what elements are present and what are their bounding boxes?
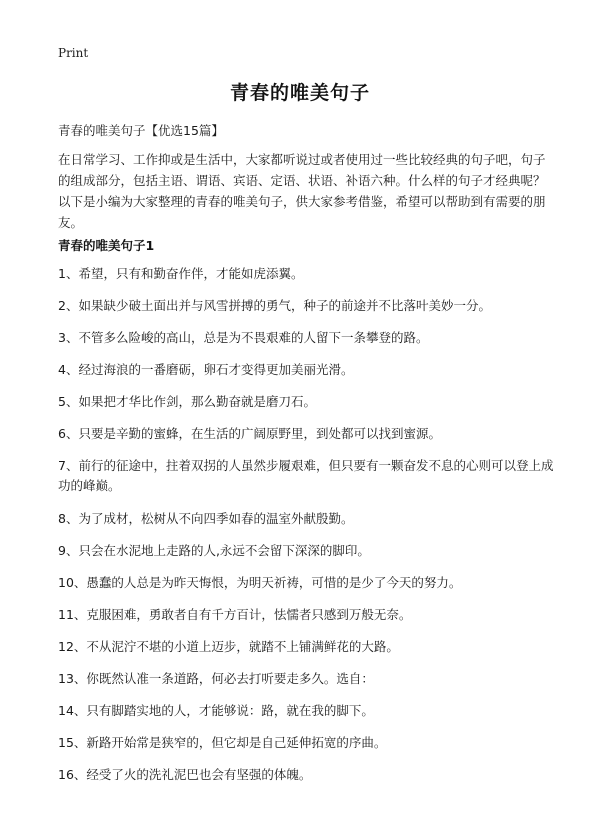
list-item: 16、经受了火的洗礼泥巴也会有坚强的体魄。 — [58, 767, 312, 782]
list-item: 2、如果缺少破土面出并与风雪拼搏的勇气，种子的前途并不比落叶美妙一分。 — [58, 298, 491, 313]
list-item: 12、不从泥泞不堪的小道上迈步，就踏不上铺满鲜花的大路。 — [58, 639, 399, 654]
list-item: 14、只有脚踏实地的人，才能够说：路，就在我的脚下。 — [58, 703, 374, 718]
list-item: 13、你既然认准一条道路，何必去打听要走多久。选自： — [58, 671, 374, 686]
list-item: 10、愚蠢的人总是为昨天悔恨，为明天祈祷，可惜的是少了今天的努力。 — [58, 575, 462, 590]
sentence-list — [58, 264, 558, 797]
list-item: 5、如果把才华比作剑，那么勤奋就是磨刀石。 — [58, 394, 316, 409]
list-item: 3、不管多么险峻的高山，总是为不畏艰难的人留下一条攀登的路。 — [58, 330, 429, 345]
section-heading: 青春的唯美句子1 — [58, 238, 155, 253]
list-item: 6、只要是辛勤的蜜蜂，在生活的广阔原野里，到处都可以找到蜜源。 — [58, 426, 441, 441]
list-item: 9、只会在水泥地上走路的人,永远不会留下深深的脚印。 — [58, 543, 370, 558]
list-item: 7、前行的征途中，拄着双拐的人虽然步履艰难，但只要有一颗奋发不息的心则可以登上成功的峰巅。 — [58, 458, 554, 493]
page-title: 青春的唯美句子 — [229, 82, 370, 104]
intro-paragraph: 在日常学习、工作抑或是生活中，大家都听说过或者使用过一些比较经典的句子吧，句子的组成部分，包括主语、谓语、宾语、定语、状语、补语六种。什么样的句子才经典呢？以下是小编为大家整理的青春的唯美句子，供大家参考借鉴，希望可以帮助到有需要的朋友。 — [58, 152, 546, 230]
print-label: Print — [58, 46, 89, 60]
list-item: 11、克服困难，勇敢者自有千方百计，怯懦者只感到万般无奈。 — [58, 607, 412, 622]
list-item: 15、新路开始常是狭窄的，但它却是自己延伸拓宽的序曲。 — [58, 735, 387, 750]
list-item: 8、为了成材，松树从不向四季如春的温室外献殷勤。 — [58, 511, 354, 526]
article-subtitle: 青春的唯美句子【优选15篇】 — [58, 123, 224, 138]
list-item: 4、经过海浪的一番磨砺，卵石才变得更加美丽光滑。 — [58, 362, 354, 377]
list-item: 1、希望，只有和勤奋作伴，才能如虎添翼。 — [58, 266, 304, 281]
